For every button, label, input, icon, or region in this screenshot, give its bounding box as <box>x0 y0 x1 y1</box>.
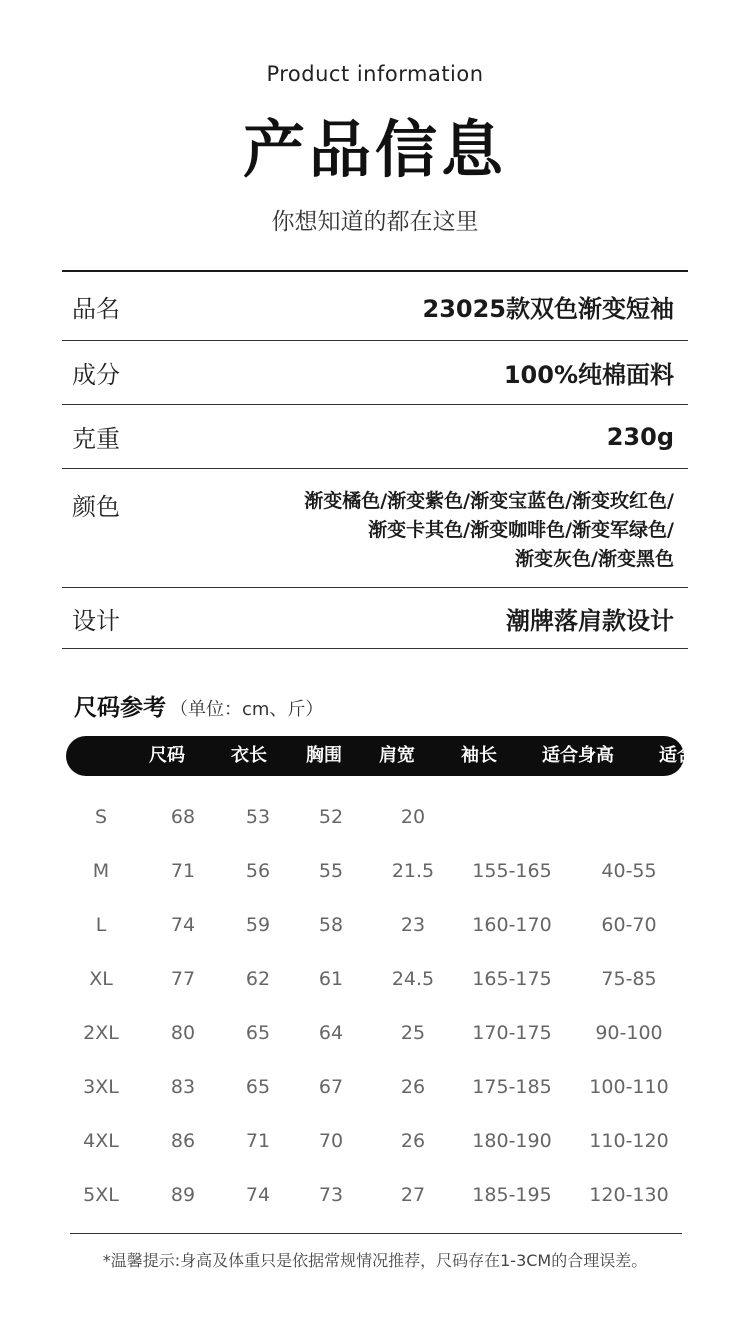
table-cell: 58 <box>318 914 344 936</box>
info-value-weight: 230g <box>606 422 674 451</box>
size-note: *温馨提示:身高及体重只是依据常规情况推荐，尺码存在1-3CM的合理误差。 <box>102 1251 648 1270</box>
info-label-name: 品名 <box>72 294 120 323</box>
table-cell: 89 <box>170 1184 196 1206</box>
table-cell: 20 <box>400 806 426 828</box>
table-cell: 180-190 <box>472 1130 552 1152</box>
size-col-header: 胸围 <box>306 745 342 766</box>
table-cell: 23 <box>400 914 426 936</box>
table-cell: 61 <box>318 968 344 990</box>
size-chart-title: 尺码参考 <box>74 695 166 721</box>
size-col-header: 衣长 <box>231 745 267 766</box>
table-cell: 3XL <box>83 1076 119 1098</box>
table-row <box>0 952 750 1006</box>
table-cell: 53 <box>245 806 271 828</box>
table-cell: 65 <box>245 1076 271 1098</box>
tagline: 你想知道的都在这里 <box>271 209 479 235</box>
table-cell: 71 <box>245 1130 271 1152</box>
table-cell: S <box>94 806 108 828</box>
size-table-header <box>66 736 731 776</box>
info-row-name <box>62 272 688 341</box>
size-chart-unit: （单位：cm、斤） <box>170 699 324 720</box>
table-cell: XL <box>89 968 113 990</box>
table-cell: 175-185 <box>472 1076 552 1098</box>
info-row-design <box>62 588 688 649</box>
table-cell: 4XL <box>83 1130 119 1152</box>
size-col-header: 肩宽 <box>379 745 415 766</box>
size-col-header: 适合体重 <box>659 745 731 766</box>
color-line: 渐变灰色/渐变黑色 <box>515 548 674 570</box>
divider <box>70 1233 682 1234</box>
info-label-color: 颜色 <box>72 493 120 521</box>
table-cell: 65 <box>245 1022 271 1044</box>
table-cell: 52 <box>318 806 344 828</box>
table-cell: 24.5 <box>391 968 435 990</box>
table-row <box>0 1006 750 1060</box>
table-cell: 59 <box>245 914 271 936</box>
size-table-body <box>0 790 750 1222</box>
table-cell: 77 <box>170 968 196 990</box>
table-cell: L <box>95 914 107 936</box>
table-cell: 40-55 <box>601 860 657 882</box>
table-cell: 120-130 <box>589 1184 669 1206</box>
table-cell: 170-175 <box>472 1022 552 1044</box>
size-col-header: 适合身高 <box>542 745 614 766</box>
info-row-color <box>62 469 688 588</box>
table-cell: 62 <box>245 968 271 990</box>
table-cell: 5XL <box>83 1184 119 1206</box>
table-cell: 86 <box>170 1130 196 1152</box>
subtitle-english: Product information <box>266 62 484 86</box>
info-label-design: 设计 <box>72 606 120 635</box>
info-row-composition <box>62 341 688 405</box>
product-info-table <box>62 270 688 649</box>
info-value-name: 23025款双色渐变短袖 <box>422 294 674 323</box>
table-cell: 71 <box>170 860 196 882</box>
table-cell: 83 <box>170 1076 196 1098</box>
table-cell: M <box>92 860 110 882</box>
table-cell: 90-100 <box>595 1022 663 1044</box>
table-cell: 185-195 <box>472 1184 552 1206</box>
info-value-color <box>304 487 674 574</box>
table-cell: 2XL <box>83 1022 119 1044</box>
info-label-composition: 成分 <box>72 361 120 389</box>
table-row <box>0 844 750 898</box>
table-cell: 70 <box>318 1130 344 1152</box>
table-cell: 74 <box>170 914 196 936</box>
size-col-header: 袖长 <box>461 745 497 766</box>
page-title: 产品信息 <box>242 113 507 186</box>
size-chart-heading <box>74 689 323 722</box>
table-row <box>0 898 750 952</box>
table-cell: 68 <box>170 806 196 828</box>
table-cell: 75-85 <box>601 968 657 990</box>
color-line: 渐变卡其色/渐变咖啡色/渐变军绿色/ <box>368 519 674 541</box>
table-cell: 64 <box>318 1022 344 1044</box>
table-cell: 60-70 <box>601 914 657 936</box>
table-cell: 165-175 <box>472 968 552 990</box>
table-cell: 155-165 <box>472 860 552 882</box>
table-row <box>0 1114 750 1168</box>
table-cell: 73 <box>318 1184 344 1206</box>
table-row <box>0 790 750 844</box>
table-cell: 67 <box>318 1076 344 1098</box>
table-cell: 25 <box>400 1022 426 1044</box>
table-cell: 21.5 <box>391 860 435 882</box>
table-cell: 160-170 <box>472 914 552 936</box>
table-cell: 110-120 <box>589 1130 669 1152</box>
table-cell: 56 <box>245 860 271 882</box>
table-cell: 100-110 <box>589 1076 669 1098</box>
table-cell: 74 <box>245 1184 271 1206</box>
table-cell: 55 <box>318 860 344 882</box>
table-cell: 80 <box>170 1022 196 1044</box>
info-label-weight: 克重 <box>72 425 120 453</box>
info-value-design: 潮牌落肩款设计 <box>506 606 674 635</box>
table-row <box>0 1060 750 1114</box>
table-cell: 27 <box>400 1184 426 1206</box>
color-line: 渐变橘色/渐变紫色/渐变宝蓝色/渐变玫红色/ <box>304 490 674 512</box>
size-col-header: 尺码 <box>149 745 185 766</box>
table-row <box>0 1168 750 1222</box>
table-cell: 26 <box>400 1076 426 1098</box>
info-row-weight <box>62 405 688 469</box>
table-cell: 26 <box>400 1130 426 1152</box>
info-value-composition: 100%纯棉面料 <box>503 361 674 389</box>
